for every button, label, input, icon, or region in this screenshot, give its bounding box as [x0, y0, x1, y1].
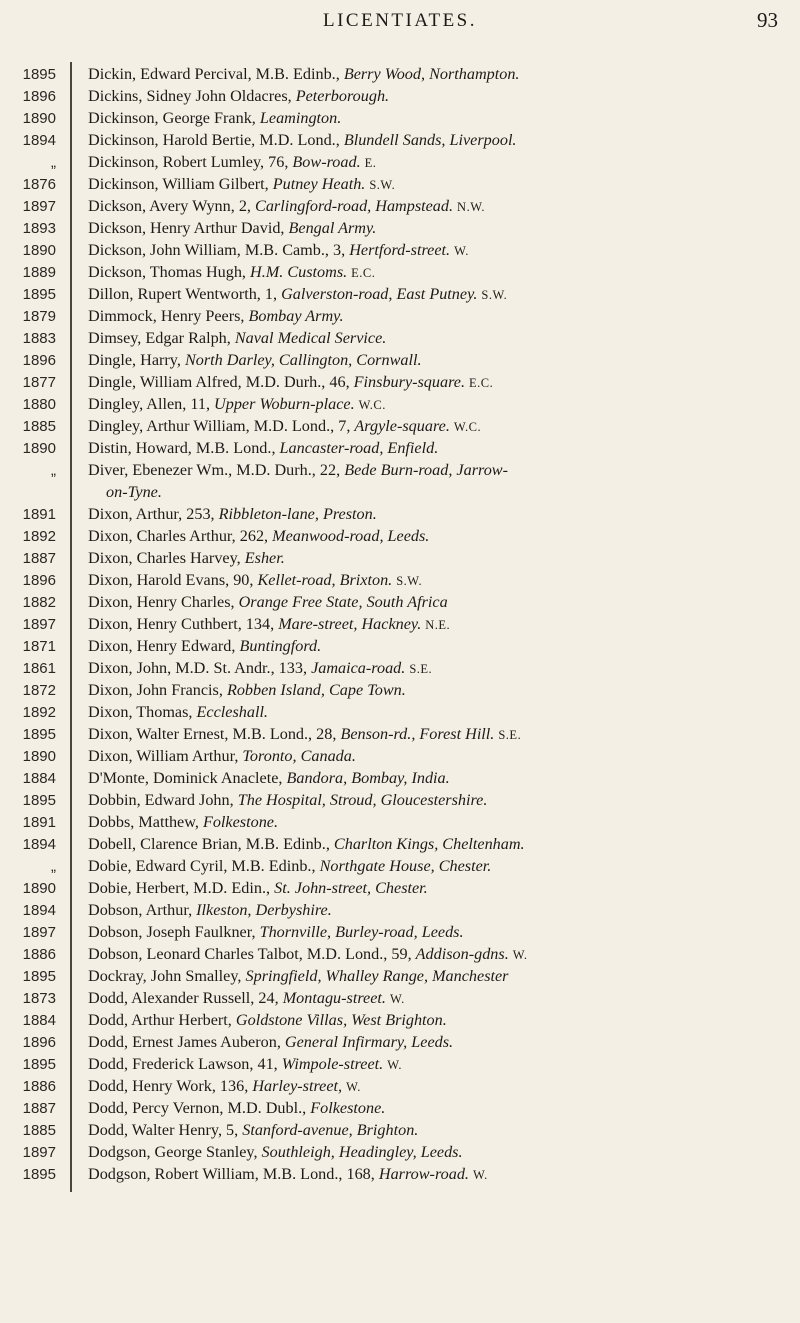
- entry-address: Harley-street,: [252, 1077, 343, 1095]
- list-item: [0, 64, 800, 86]
- entry-year: 1876: [22, 176, 56, 193]
- list-item: [0, 262, 800, 284]
- entry-name: Dingley, Allen, 11,: [88, 395, 215, 413]
- entry-name: Dickinson, William Gilbert,: [88, 175, 273, 193]
- entry-year: 1873: [22, 990, 56, 1007]
- entry-address: Northgate House, Chester.: [319, 857, 492, 875]
- entry-year: 1885: [22, 1122, 56, 1139]
- entry-name: Dillon, Rupert Wentworth, 1,: [88, 285, 282, 303]
- entry-text: [88, 812, 794, 834]
- entry-text: [88, 130, 794, 152]
- entry-address: Wimpole-street.: [281, 1055, 384, 1073]
- entry-year: 1883: [22, 330, 56, 347]
- entry-text: [88, 570, 794, 592]
- entry-district: N.E.: [425, 618, 451, 632]
- entry-name: Dingley, Arthur William, M.D. Lond., 7,: [88, 417, 355, 435]
- list-item: [0, 306, 800, 328]
- entry-address: Bombay Army.: [248, 307, 344, 325]
- list-item: [0, 240, 800, 262]
- entry-year: 1896: [22, 352, 56, 369]
- entry-address: Buntingford.: [239, 637, 322, 655]
- entry-address: Esher.: [244, 549, 285, 567]
- entry-year: 1896: [22, 572, 56, 589]
- entry-name: Dimmock, Henry Peers,: [88, 307, 249, 325]
- entry-text: [88, 438, 794, 460]
- entry-year: 1871: [22, 638, 56, 655]
- entry-district: W.C.: [453, 420, 482, 434]
- entry-address: on-Tyne.: [106, 483, 162, 501]
- entry-address: Meanwood-road, Leeds.: [272, 527, 430, 545]
- entry-address: General Infirmary, Leeds.: [284, 1033, 454, 1051]
- entry-year: 1897: [22, 924, 56, 941]
- entry-name: Dobbin, Edward John,: [88, 791, 238, 809]
- list-item: [0, 1098, 800, 1120]
- entry-year: 1884: [22, 1012, 56, 1029]
- entry-text: [88, 64, 794, 86]
- entry-text: [88, 152, 794, 174]
- entry-year: 1892: [22, 704, 56, 721]
- entry-district: W.: [346, 1080, 361, 1094]
- entry-year: 1895: [22, 726, 56, 743]
- entry-list: [0, 64, 800, 1186]
- list-item: [0, 724, 800, 746]
- entry-name: Dodgson, George Stanley,: [88, 1143, 262, 1161]
- entry-name: Dixon, John Francis,: [88, 681, 227, 699]
- entry-name: Dobson, Joseph Faulkner,: [88, 923, 260, 941]
- entry-text: [88, 416, 794, 438]
- entry-address: Ilkeston, Derbyshire.: [196, 901, 332, 919]
- entry-district: S.E.: [409, 662, 433, 676]
- entry-address: Bow-road.: [292, 153, 361, 171]
- list-item: [0, 130, 800, 152]
- entry-name: Dobson, Arthur,: [88, 901, 197, 919]
- entry-address: Robben Island, Cape Town.: [226, 681, 406, 699]
- list-item: [0, 1010, 800, 1032]
- list-item: [0, 218, 800, 240]
- entry-text: [88, 86, 794, 108]
- entry-name: Dodd, Percy Vernon, M.D. Dubl.,: [88, 1099, 311, 1117]
- entry-text: [88, 284, 794, 306]
- list-item: [0, 394, 800, 416]
- list-item: [0, 526, 800, 548]
- entry-name: Dixon, Arthur, 253,: [88, 505, 219, 523]
- entry-district: E.C.: [469, 376, 494, 390]
- list-item: [0, 328, 800, 350]
- entry-name: Dickins, Sidney John Oldacres,: [88, 87, 296, 105]
- entry-address: Springfield, Whalley Range, Manchester: [245, 967, 509, 985]
- entry-name: Dixon, Thomas,: [88, 703, 197, 721]
- entry-text: [88, 592, 794, 614]
- entry-year: 1895: [22, 792, 56, 809]
- entry-name: Dodd, Arthur Herbert,: [88, 1011, 236, 1029]
- list-item: [0, 438, 800, 460]
- entry-text: [88, 878, 794, 900]
- entry-year: „: [51, 858, 56, 875]
- entry-text: [88, 1054, 794, 1076]
- list-item: [0, 1164, 800, 1186]
- entry-district: S.W.: [481, 288, 508, 302]
- entry-name: Diver, Ebenezer Wm., M.D. Durh., 22,: [88, 461, 345, 479]
- entry-name: Dickson, John William, M.B. Camb., 3,: [88, 241, 350, 259]
- entry-text: [88, 1120, 794, 1142]
- entry-text: [88, 460, 794, 482]
- entry-year: 1891: [22, 506, 56, 523]
- entry-name: Dickson, Henry Arthur David,: [88, 219, 289, 237]
- entry-district: E.: [364, 156, 377, 170]
- entry-address: Addison-gdns.: [415, 945, 509, 963]
- entry-name: Dimsey, Edgar Ralph,: [88, 329, 235, 347]
- list-item: [0, 1076, 800, 1098]
- entry-text: [88, 328, 794, 350]
- entry-district: W.: [387, 1058, 402, 1072]
- entry-name: Dixon, Henry Edward,: [88, 637, 240, 655]
- entry-address: Goldstone Villas, West Brighton.: [235, 1011, 447, 1029]
- list-item: [0, 108, 800, 130]
- entry-year: 1884: [22, 770, 56, 787]
- entry-name: D'Monte, Dominick Anaclete,: [88, 769, 287, 787]
- entry-address: Berry Wood, Northampton.: [343, 65, 520, 83]
- list-item: [0, 658, 800, 680]
- entry-address: Galverston-road, East Putney.: [281, 285, 478, 303]
- entry-text: [88, 966, 794, 988]
- list-item: [0, 812, 800, 834]
- entry-address: Mare-street, Hackney.: [278, 615, 422, 633]
- entry-address: The Hospital, Stroud, Gloucestershire.: [237, 791, 488, 809]
- entry-name: Dixon, Harold Evans, 90,: [88, 571, 258, 589]
- entry-name: Dingle, William Alfred, M.D. Durh., 46,: [88, 373, 354, 391]
- entry-name: Dodd, Walter Henry, 5,: [88, 1121, 243, 1139]
- entry-text: [88, 482, 800, 504]
- entry-year: 1892: [22, 528, 56, 545]
- entry-address: Montagu-street.: [282, 989, 386, 1007]
- entry-address: Carlingford-road, Hampstead.: [255, 197, 454, 215]
- entry-name: Dobbs, Matthew,: [88, 813, 203, 831]
- entry-text: [88, 240, 794, 262]
- entry-name: Dickson, Avery Wynn, 2,: [88, 197, 256, 215]
- entry-text: [88, 218, 794, 240]
- entry-district: S.W.: [369, 178, 396, 192]
- entry-district: W.: [472, 1168, 488, 1182]
- list-item: [0, 548, 800, 570]
- entry-address: North Darley, Callington, Cornwall.: [184, 351, 422, 369]
- entry-text: [88, 196, 794, 218]
- entry-address: Benson-rd., Forest Hill.: [340, 725, 495, 743]
- entry-name: Dickson, Thomas Hugh,: [88, 263, 251, 281]
- entry-address: Ribbleton-lane, Preston.: [218, 505, 377, 523]
- entry-year: 1885: [22, 418, 56, 435]
- entry-name: Dodgson, Robert William, M.B. Lond., 168,: [88, 1165, 379, 1183]
- entry-name: Dickinson, Robert Lumley, 76,: [88, 153, 293, 171]
- list-item: [0, 636, 800, 658]
- list-item: [0, 614, 800, 636]
- entry-address: Argyle-square.: [354, 417, 450, 435]
- entry-name: Dobie, Herbert, M.D. Edin.,: [88, 879, 275, 897]
- entry-year: 1887: [22, 1100, 56, 1117]
- entry-name: Dobson, Leonard Charles Talbot, M.D. Lond., 59,: [88, 945, 416, 963]
- list-item: [0, 878, 800, 900]
- entry-year: 1890: [22, 110, 56, 127]
- entry-year: 1893: [22, 220, 56, 237]
- entry-year: 1872: [22, 682, 56, 699]
- entry-address: Blundell Sands, Liverpool.: [343, 131, 517, 149]
- entry-name: Dodd, Frederick Lawson, 41,: [88, 1055, 282, 1073]
- entry-year: 1861: [22, 660, 56, 677]
- entry-address: Jamaica-road.: [311, 659, 406, 677]
- entry-text: [88, 350, 794, 372]
- list-item: [0, 1054, 800, 1076]
- entry-year: 1882: [22, 594, 56, 611]
- list-item: [0, 768, 800, 790]
- entry-address: Southleigh, Headingley, Leeds.: [261, 1143, 463, 1161]
- list-item: [0, 482, 800, 504]
- entry-text: [88, 174, 794, 196]
- entry-text: [88, 746, 794, 768]
- entry-address: Leamington.: [259, 109, 342, 127]
- list-item: [0, 504, 800, 526]
- entry-year: 1895: [22, 1056, 56, 1073]
- list-item: [0, 196, 800, 218]
- list-item: [0, 834, 800, 856]
- entry-name: Dickinson, Harold Bertie, M.D. Lond.,: [88, 131, 344, 149]
- entry-year: 1896: [22, 88, 56, 105]
- entry-address: Kellet-road, Brixton.: [257, 571, 393, 589]
- entry-text: [88, 724, 794, 746]
- entry-year: 1890: [22, 748, 56, 765]
- entry-address: Thornville, Burley-road, Leeds.: [259, 923, 464, 941]
- entry-district: S.W.: [396, 574, 423, 588]
- list-item: [0, 570, 800, 592]
- entry-text: [88, 1032, 794, 1054]
- entry-name: Dixon, Charles Arthur, 262,: [88, 527, 273, 545]
- entry-address: Eccleshall.: [196, 703, 268, 721]
- page-title: LICENTIATES.: [322, 10, 477, 31]
- entry-district: W.: [389, 992, 405, 1006]
- entry-text: [88, 1142, 794, 1164]
- entry-year: 1894: [22, 836, 56, 853]
- entry-name: Dodd, Henry Work, 136,: [88, 1077, 253, 1095]
- entry-address: Toronto, Canada.: [242, 747, 356, 765]
- entry-address: H.M. Customs.: [250, 263, 348, 281]
- entry-text: [88, 108, 794, 130]
- list-item: [0, 966, 800, 988]
- entry-text: [88, 1076, 794, 1098]
- page-number: 93: [757, 8, 778, 32]
- entry-text: [88, 614, 794, 636]
- entry-name: Dodd, Alexander Russell, 24,: [88, 989, 283, 1007]
- list-item: [0, 680, 800, 702]
- entry-year: 1894: [22, 132, 56, 149]
- entry-text: [88, 526, 794, 548]
- entry-address: Hertford-street.: [349, 241, 451, 259]
- entry-name: Dodd, Ernest James Auberon,: [88, 1033, 285, 1051]
- entry-year: 1886: [22, 1078, 56, 1095]
- entry-text: [88, 790, 794, 812]
- entry-year: „: [51, 462, 56, 479]
- list-item: [0, 944, 800, 966]
- entry-address: Bede Burn-road, Jarrow-: [344, 461, 508, 479]
- entry-address: Putney Heath.: [272, 175, 366, 193]
- entry-year: 1889: [22, 264, 56, 281]
- list-item: [0, 856, 800, 878]
- list-item: [0, 86, 800, 108]
- list-item: [0, 1120, 800, 1142]
- entry-address: Stanford-avenue, Brighton.: [242, 1121, 419, 1139]
- entry-address: Charlton Kings, Cheltenham.: [333, 835, 525, 853]
- list-item: [0, 702, 800, 724]
- entry-text: [88, 394, 794, 416]
- entry-name: Distin, Howard, M.B. Lond.,: [88, 439, 280, 457]
- entry-year: 1890: [22, 880, 56, 897]
- entry-year: 1895: [22, 66, 56, 83]
- entry-address: Upper Woburn-place.: [214, 395, 355, 413]
- entry-text: [88, 306, 794, 328]
- entry-year: 1890: [22, 242, 56, 259]
- list-item: [0, 460, 800, 482]
- list-item: [0, 1142, 800, 1164]
- entry-year: 1895: [22, 1166, 56, 1183]
- entry-year: 1894: [22, 902, 56, 919]
- list-item: [0, 746, 800, 768]
- entry-year: 1891: [22, 814, 56, 831]
- entry-address: Naval Medical Service.: [234, 329, 387, 347]
- entry-text: [88, 1164, 794, 1186]
- entry-district: W.C.: [358, 398, 386, 412]
- entry-address: Lancaster-road, Enfield.: [279, 439, 439, 457]
- entry-address: Peterborough.: [295, 87, 390, 105]
- entry-text: [88, 658, 794, 680]
- entry-text: [88, 922, 794, 944]
- entry-name: Dockray, John Smalley,: [88, 967, 246, 985]
- entry-name: Dobie, Edward Cyril, M.B. Edinb.,: [88, 857, 320, 875]
- entry-name: Dixon, William Arthur,: [88, 747, 243, 765]
- entry-name: Dobell, Clarence Brian, M.B. Edinb.,: [88, 835, 334, 853]
- entry-name: Dickinson, George Frank,: [88, 109, 260, 127]
- list-item: [0, 592, 800, 614]
- entry-year: 1879: [22, 308, 56, 325]
- list-item: [0, 922, 800, 944]
- entry-text: [88, 1098, 794, 1120]
- entry-name: Dixon, Henry Cuthbert, 134,: [88, 615, 279, 633]
- entry-address: Bengal Army.: [288, 219, 377, 237]
- entry-year: 1897: [22, 1144, 56, 1161]
- entry-year: 1877: [22, 374, 56, 391]
- entry-name: Dixon, Charles Harvey,: [88, 549, 245, 567]
- entry-year: 1886: [22, 946, 56, 963]
- entry-text: [88, 768, 794, 790]
- entry-text: [88, 702, 794, 724]
- entry-year: 1895: [22, 968, 56, 985]
- entry-year: 1897: [22, 198, 56, 215]
- entry-address: Harrow-road.: [378, 1165, 469, 1183]
- list-item: [0, 350, 800, 372]
- running-head: [0, 6, 800, 36]
- list-item: [0, 174, 800, 196]
- entry-address: Bandora, Bombay, India.: [286, 769, 450, 787]
- entry-text: [88, 636, 794, 658]
- entry-address: Orange Free State, South Africa: [238, 593, 448, 611]
- entry-year: 1880: [22, 396, 56, 413]
- entry-text: [88, 1010, 794, 1032]
- entry-text: [88, 680, 794, 702]
- entry-address: St. John-street, Chester.: [274, 879, 428, 897]
- entry-year: 1887: [22, 550, 56, 567]
- entry-year: „: [51, 154, 56, 171]
- entry-name: Dingle, Harry,: [88, 351, 185, 369]
- list-item: [0, 1032, 800, 1054]
- entry-address: Folkestone.: [202, 813, 279, 831]
- entry-text: [88, 548, 794, 570]
- entry-district: S.E.: [498, 728, 522, 742]
- entry-year: 1897: [22, 616, 56, 633]
- list-item: [0, 790, 800, 812]
- entry-text: [88, 262, 794, 284]
- list-item: [0, 900, 800, 922]
- entry-year: 1895: [22, 286, 56, 303]
- entry-name: Dixon, Walter Ernest, M.B. Lond., 28,: [88, 725, 341, 743]
- list-item: [0, 416, 800, 438]
- entry-text: [88, 504, 794, 526]
- entry-text: [88, 900, 794, 922]
- entry-name: Dixon, Henry Charles,: [88, 593, 239, 611]
- entry-address: Finsbury-square.: [353, 373, 466, 391]
- entry-text: [88, 372, 794, 394]
- entry-name: Dickin, Edward Percival, M.B. Edinb.,: [88, 65, 344, 83]
- list-item: [0, 372, 800, 394]
- entry-text: [88, 856, 794, 878]
- entry-district: E.C.: [351, 266, 376, 280]
- entry-district: W.: [454, 244, 469, 258]
- entry-year: 1896: [22, 1034, 56, 1051]
- entry-district: N.W.: [457, 200, 485, 214]
- entry-text: [88, 944, 794, 966]
- list-item: [0, 284, 800, 306]
- entry-address: Folkestone.: [310, 1099, 386, 1117]
- entry-text: [88, 988, 794, 1010]
- entry-name: Dixon, John, M.D. St. Andr., 133,: [88, 659, 312, 677]
- list-item: [0, 988, 800, 1010]
- entry-year: 1890: [22, 440, 56, 457]
- list-item: [0, 152, 800, 174]
- entry-district: W.: [512, 948, 528, 962]
- entry-text: [88, 834, 794, 856]
